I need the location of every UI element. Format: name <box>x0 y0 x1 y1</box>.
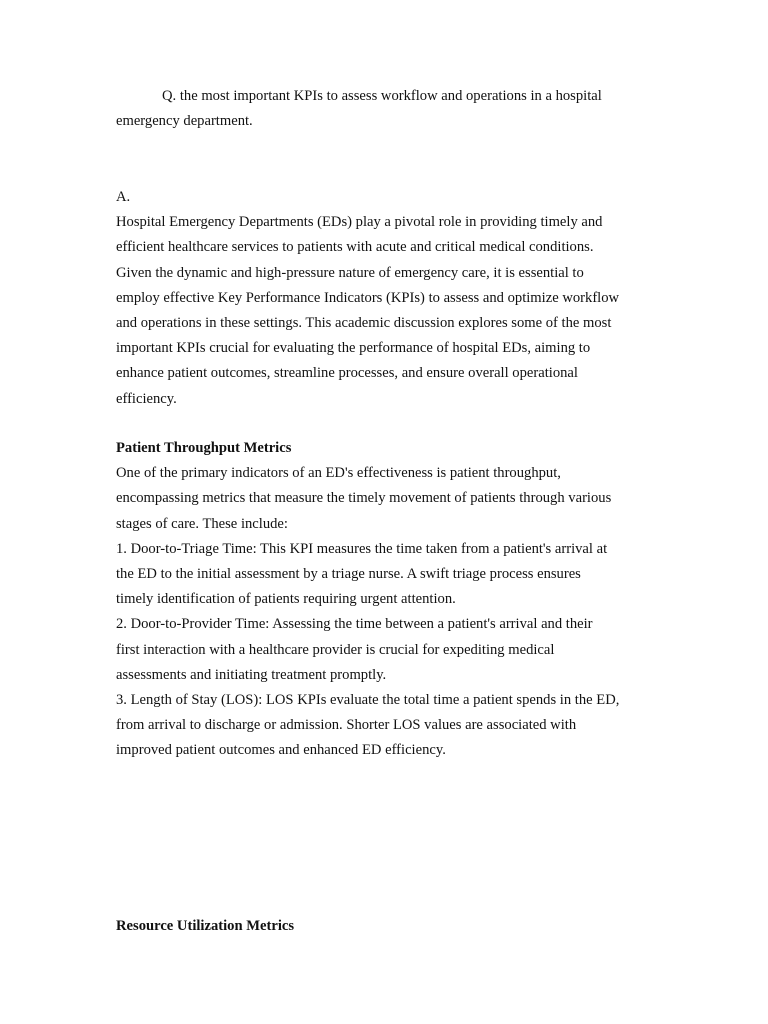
paragraph-line: efficient healthcare services to patients with acute and critical medical conditions. <box>116 239 594 256</box>
section-heading: Patient Throughput Metrics <box>116 440 292 456</box>
paragraph-line: efficiency. <box>116 390 177 407</box>
section-heading: Resource Utilization Metrics <box>116 918 295 934</box>
list-item-line: 1. Door-to-Triage Time: This KPI measures the time taken from a patient's arrival at <box>116 540 608 557</box>
list-item-line: timely identification of patients requiring urgent attention. <box>116 591 456 608</box>
section-patient-throughput <box>116 436 656 763</box>
list-item-line: 3. Length of Stay (LOS): LOS KPIs evaluate the total time a patient spends in the ED, <box>116 691 620 708</box>
paragraph-line: employ effective Key Performance Indicators (KPIs) to assess and optimize workflow <box>116 289 620 306</box>
question-line: emergency department. <box>116 113 253 130</box>
list-item-line: 2. Door-to-Provider Time: Assessing the time between a patient's arrival and their <box>116 616 593 633</box>
paragraph-line: and operations in these settings. This academic discussion explores some of the most <box>116 314 612 331</box>
list-item-line: first interaction with a healthcare provider is crucial for expediting medical <box>116 641 555 658</box>
paragraph-line: Hospital Emergency Departments (EDs) play a pivotal role in providing timely and <box>116 214 603 231</box>
answer-block <box>116 185 656 412</box>
answer-label: A. <box>116 189 131 205</box>
list-item-line: from arrival to discharge or admission. Shorter LOS values are associated with <box>116 717 577 734</box>
paragraph-line: stages of care. These include: <box>116 515 288 532</box>
section-resource-utilization <box>116 914 656 939</box>
list-item-line: improved patient outcomes and enhanced ED efficiency. <box>116 742 446 759</box>
list-item-line: assessments and initiating treatment promptly. <box>116 666 387 683</box>
paragraph-line: One of the primary indicators of an ED's effectiveness is patient throughput, <box>116 465 561 482</box>
paragraph-line: encompassing metrics that measure the timely movement of patients through various <box>116 490 612 507</box>
question-block <box>116 84 656 134</box>
paragraph-line: Given the dynamic and high-pressure nature of emergency care, it is essential to <box>116 264 584 281</box>
list-item-line: the ED to the initial assessment by a triage nurse. A swift triage process ensures <box>116 565 581 582</box>
question-line: Q. the most important KPIs to assess workflow and operations in a hospital <box>162 88 602 104</box>
paragraph-line: enhance patient outcomes, streamline processes, and ensure overall operational <box>116 365 578 382</box>
paragraph-line: important KPIs crucial for evaluating the performance of hospital EDs, aiming to <box>116 340 591 357</box>
